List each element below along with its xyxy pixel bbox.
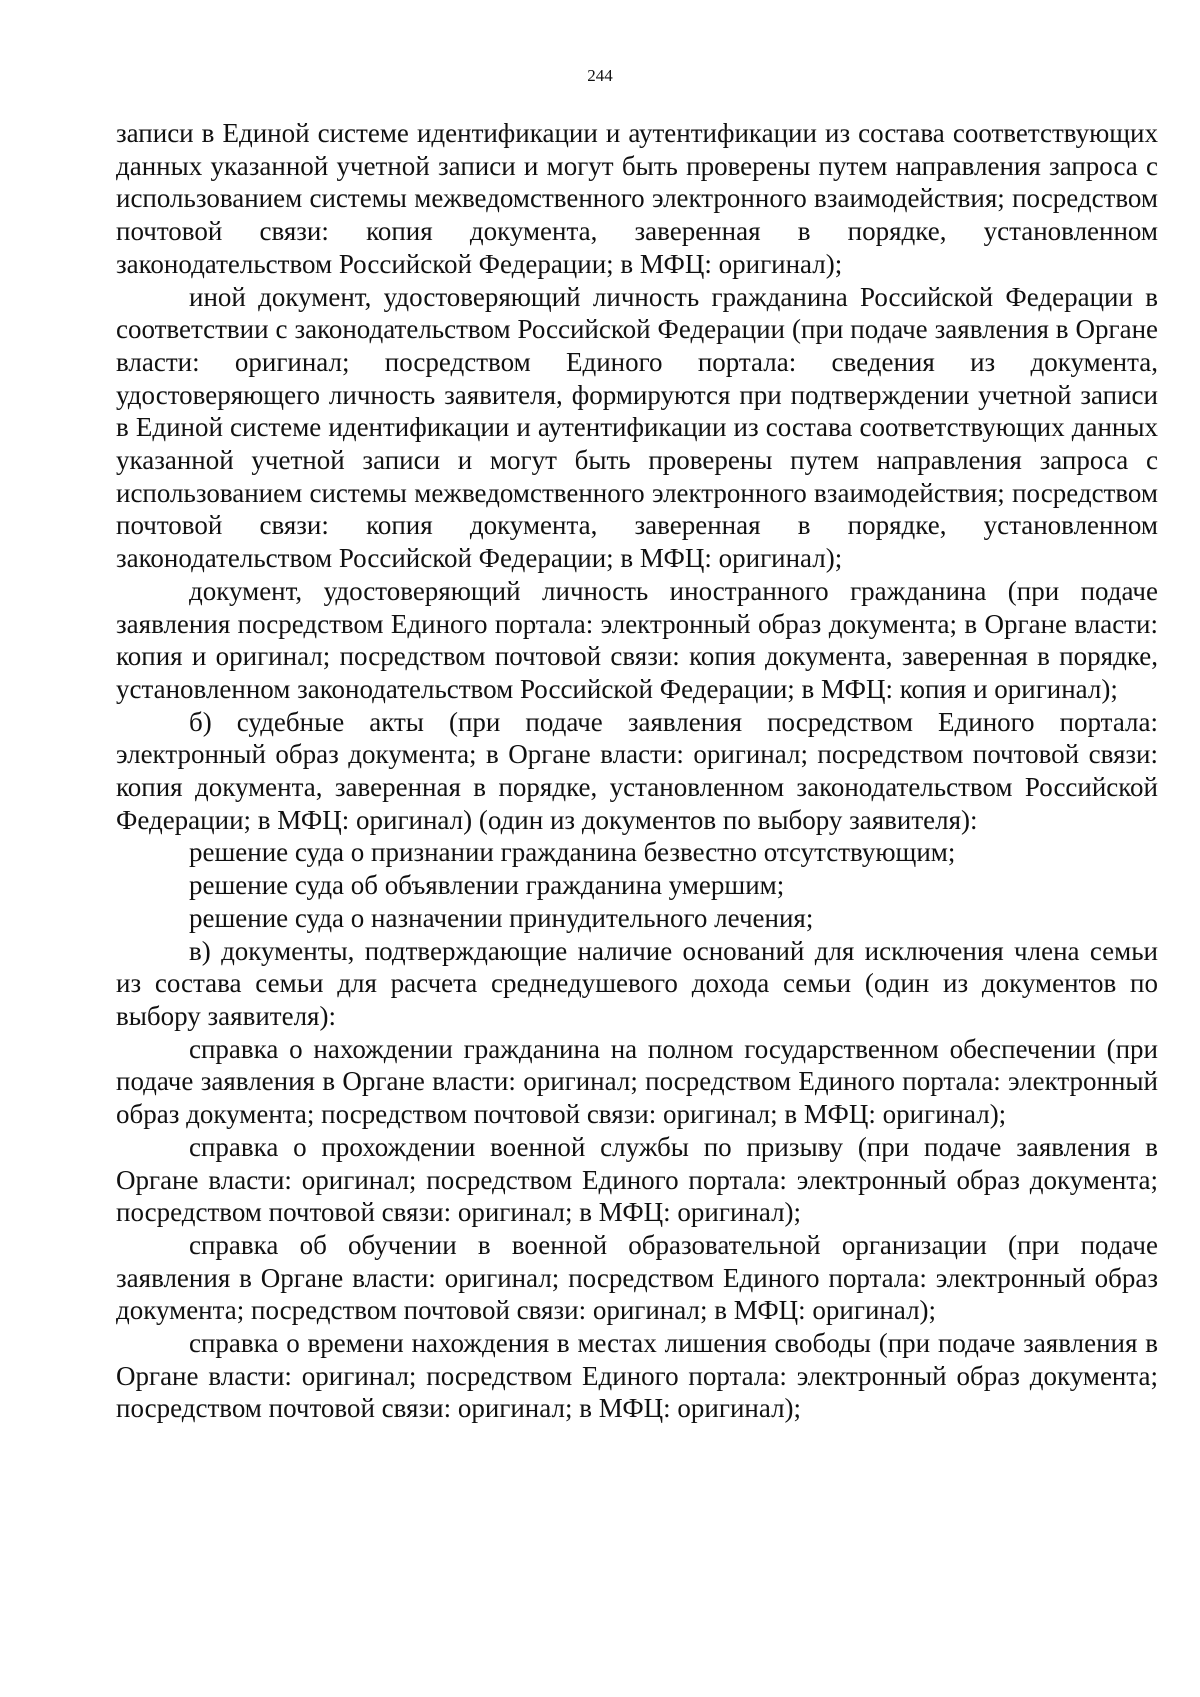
paragraph-continuation: записи в Единой системе идентификации и аутентификации из состава соответствующих данных указанной учетной записи и могут быть проверены путем направления запроса с использованием системы межведомственного электронного взаимодействия; посредством почтовой связи: копия документа, заверенная в порядке, установленном законодательством Российской Федерации; в МФЦ: оригинал); — [116, 118, 1158, 279]
paragraph-exclusion-documents: в) документы, подтверждающие наличие оснований для исключения члена семьи из состава семьи для расчета среднедушевого дохода семьи (один из документов по выбору заявителя): — [116, 935, 1158, 1031]
page-number: 244 — [587, 66, 613, 85]
paragraph-state-support-certificate: справка о нахождении гражданина на полном государственном обеспечении (при подаче заявления в Органе власти: оригинал; посредством Единого портала: электронный образ документа; посредством почтовой связи: оригинал; в МФЦ: оригинал); — [116, 1033, 1158, 1130]
paragraph-military-service-certificate: справка о прохождении военной службы по призыву (при подаче заявления в Органе власти: оригинал; посредством Единого портала: электронный образ документа; посредством почтовой связи: оригинал; в МФЦ: оригинал); — [116, 1131, 1158, 1228]
paragraph-court-acts: б) судебные акты (при подаче заявления посредством Единого портала: электронный образ документа; в Органе власти: оригинал; посредством почтовой связи: копия документа, заверенная в порядке, установленном законодательством Российской Федерации; в МФЦ: оригинал) (один из документов по выбору заявителя): — [116, 706, 1158, 835]
paragraph-court-decision-deceased: решение суда об объявлении гражданина умершим; — [189, 870, 785, 901]
paragraph-court-decision-treatment: решение суда о назначении принудительного лечения; — [189, 902, 814, 933]
paragraph-court-decision-missing: решение суда о признании гражданина безвестно отсутствующим; — [189, 837, 956, 868]
paragraph-imprisonment-certificate: справка о времени нахождения в местах лишения свободы (при подаче заявления в Органе власти: оригинал; посредством Единого портала: электронный образ документа; посредством почтовой связи: оригинал; в МФЦ: оригинал); — [116, 1328, 1158, 1424]
paragraph-military-education-certificate: справка об обучении в военной образовательной организации (при подаче заявления в Органе власти: оригинал; посредством Единого портала: электронный образ документа; посредством почтовой связи: оригинал; в МФЦ: оригинал); — [116, 1229, 1158, 1326]
paragraph-other-identity-document: иной документ, удостоверяющий личность гражданина Российской Федерации в соответствии с законодательством Российской Федерации (при подаче заявления в Органе власти: оригинал; посредством Единого портала: сведения из документа, удостоверяющего личность заявителя, формируются при подтверждении учетной записи в Единой системе идентификации и аутентификации из состава соответствующих данных указанной учетной записи и могут быть проверены путем направления запроса с использованием системы межведомственного электронного взаимодействия; посредством почтовой связи: копия документа, заверенная в порядке, установленном законодательством Российской Федерации; в МФЦ: оригинал); — [116, 281, 1158, 574]
paragraph-foreign-citizen-document: документ, удостоверяющий личность иностранного гражданина (при подаче заявления посредством Единого портала: электронный образ документа; в Органе власти: копия и оригинал; посредством почтовой связи: копия документа, заверенная в порядке, установленном законодательством Российской Федерации; в МФЦ: копия и оригинал); — [116, 575, 1158, 704]
document-body — [116, 117, 1158, 1425]
